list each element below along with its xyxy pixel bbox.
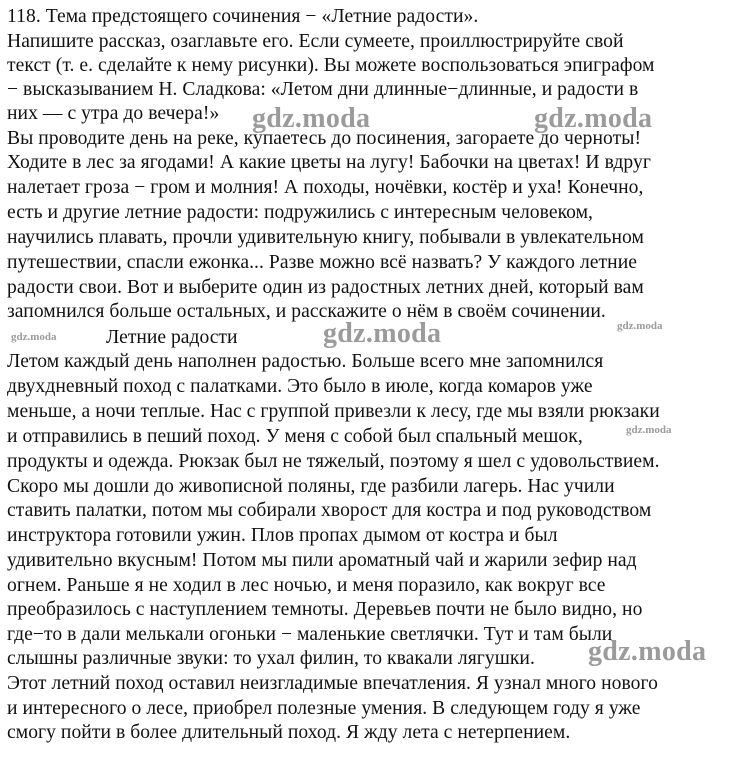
essay-line: меньше, а ночи теплые. Нас с группой привезли к лесу, где мы взяли рюкзаки <box>7 401 660 422</box>
essay-line: Летом каждый день наполнен радостью. Больше всего мне запомнился <box>7 351 604 372</box>
task-line: есть и другие летние радости: подружились с интересным человеком, <box>7 202 594 223</box>
essay-line: удивительно вкусным! Потом мы пили ароматный чай и жарили зефир над <box>7 550 637 571</box>
essay-title: Летние радости <box>106 327 238 348</box>
task-line: запомнился больше остальных, и расскажите о нём в своём сочинении. <box>7 301 606 322</box>
task-line: Ходите в лес за ягодами! А какие цветы на лугу! Бабочки на цветах! И вдруг <box>7 152 651 173</box>
watermark: gdz.moda <box>11 331 57 343</box>
essay-line: ставить палатки, потом мы собирали хворост для костра и под руководством <box>7 500 652 521</box>
essay-line: где−то в дали мелькали огоньки − маленькие светлячки. Тут и там были <box>7 624 613 645</box>
essay-line: и интересного о лесе, приобрел полезные умения. В следующем году я уже <box>7 698 641 719</box>
essay-line: продукты и одежда. Рюкзак был не тяжелый, поэтому я шел с удовольствием. <box>7 451 660 472</box>
watermark: gdz.moda <box>626 424 672 436</box>
essay-line: огнем. Раньше я не ходил в лес ночью, и меня поразило, как вокруг все <box>7 575 606 596</box>
essay-line: двухдневный поход с палатками. Это было в июле, когда комаров уже <box>7 376 593 397</box>
essay-line: Скоро мы дошли до живописной поляны, где разбили лагерь. Нас учили <box>7 476 615 497</box>
essay-line: смогу пойти в более длительный поход. Я жду лета с нетерпением. <box>7 722 571 743</box>
task-line: − высказыванием Н. Сладкова: «Летом дни длинные−длинные, и радости в <box>7 79 639 100</box>
watermark: gdz.moda <box>617 320 663 332</box>
task-line: текст (т. е. сделайте к нему рисунки). Вы можете воспользоваться эпиграфом <box>7 55 655 76</box>
task-line: Напишите рассказ, озаглавьте его. Если сумеете, проиллюстрируйте свой <box>7 31 624 52</box>
essay-line: инструктора готовили ужин. Плов пропах дымом от костра и был <box>7 525 558 546</box>
task-line: научились плавать, прочли удивительную книгу, побывали в увлекательном <box>7 227 644 248</box>
task-line: путешествии, спасли ежонка... Разве можно всё назвать? У каждого летние <box>7 252 637 273</box>
watermark: gdz.moda <box>588 636 707 667</box>
essay-line: и отправились в пеший поход. У меня с собой был спальный мешок, <box>7 426 583 447</box>
watermark: gdz.moda <box>534 103 653 134</box>
watermark: gdz.moda <box>252 103 371 134</box>
task-line: Вы проводите день на реке, купаетесь до посинения, загораете до черноты! <box>7 128 642 149</box>
essay-line: преобразилось с наступлением темноты. Деревьев почти не было видно, но <box>7 599 643 620</box>
watermark: gdz.moda <box>323 318 442 349</box>
essay-line: Этот летний поход оставил неизгладимые впечатления. Я узнал много нового <box>7 673 658 694</box>
task-line: налетает гроза − гром и молния! А походы, ночёвки, костёр и уха! Конечно, <box>7 177 644 198</box>
task-line: 118. Тема предстоящего сочинения − «Летние радости». <box>7 6 479 27</box>
task-line: них — с утра до вечера!» <box>7 103 220 124</box>
essay-line: слышны различные звуки: то ухал филин, то квакали лягушки. <box>7 648 535 669</box>
task-line: радости свои. Вот и выберите один из радостных летних дней, который вам <box>7 277 644 298</box>
